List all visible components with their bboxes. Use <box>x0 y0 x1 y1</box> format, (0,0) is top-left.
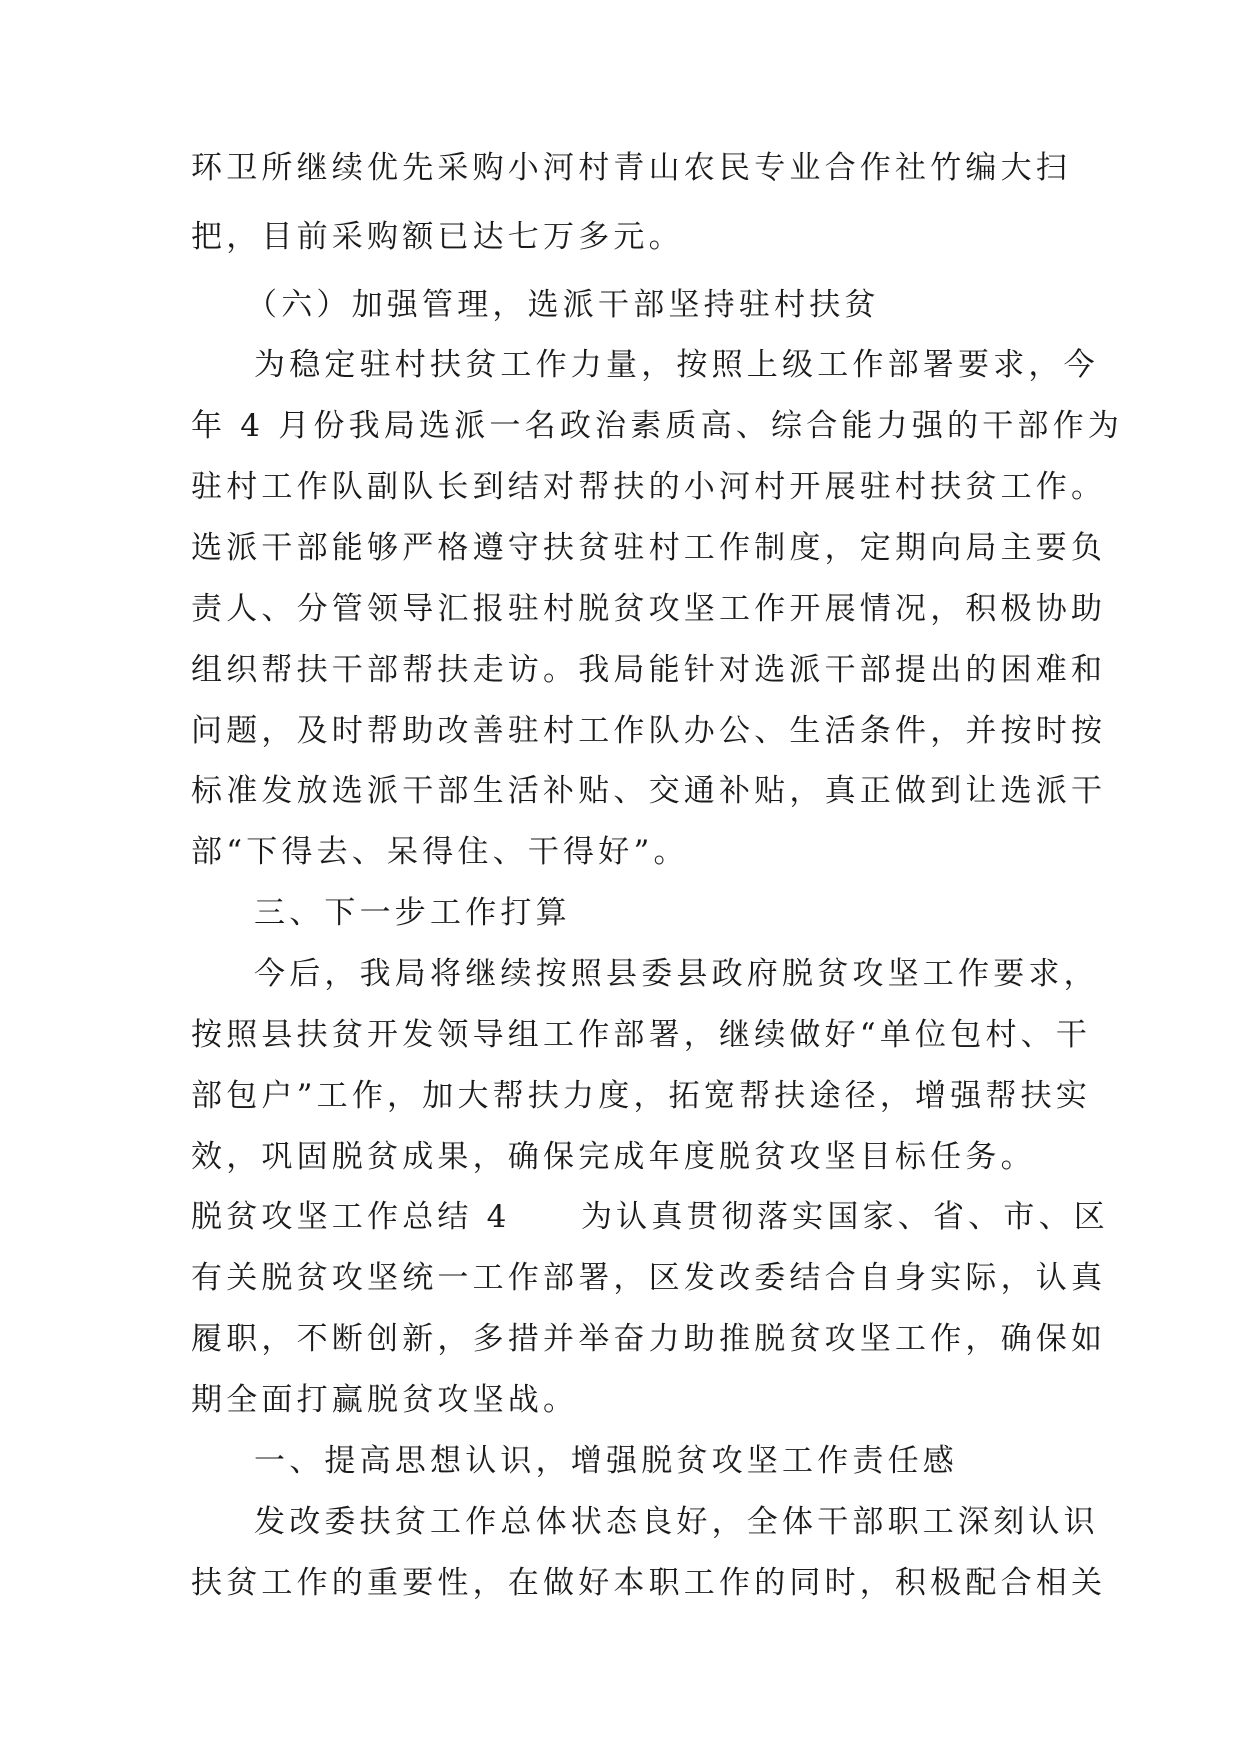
text-line: 发改委扶贫工作总体状态良好，全体干部职工深刻认识 <box>254 1504 1099 1540</box>
text-line: 把，目前采购额已达七万多元。 <box>191 219 684 255</box>
text-line: 按照县扶贫开发领导组工作部署，继续做好“单位包村、干 <box>191 1017 1092 1053</box>
text-line: 标准发放选派干部生活补贴、交通补贴，真正做到让选派干 <box>191 773 1107 809</box>
text-line: 部“下得去、呆得住、干得好”。 <box>191 834 689 870</box>
text-line: 年 4 月份我局选派一名政治素质高、综合能力强的干部作为 <box>191 408 1124 444</box>
text-line: 环卫所继续优先采购小河村青山农民专业合作社竹编大扫 <box>191 150 1071 186</box>
text-line: 组织帮扶干部帮扶走访。我局能针对选派干部提出的困难和 <box>191 652 1107 688</box>
text-line: 脱贫攻坚工作总结 4 为认真贯彻落实国家、省、市、区 <box>191 1199 1109 1235</box>
text-line: 驻村工作队副队长到结对帮扶的小河村开展驻村扶贫工作。 <box>191 469 1107 505</box>
section-heading: 三、下一步工作打算 <box>254 895 571 931</box>
section-heading: 一、提高思想认识，增强脱贫攻坚工作责任感 <box>254 1443 958 1479</box>
text-line: 效，巩固脱贫成果，确保完成年度脱贫攻坚目标任务。 <box>191 1139 1036 1175</box>
text-line: 期全面打赢脱贫攻坚战。 <box>191 1382 579 1418</box>
text-line: 部包户”工作，加大帮扶力度，拓宽帮扶途径，增强帮扶实 <box>191 1078 1092 1114</box>
text-line: 今后，我局将继续按照县委县政府脱贫攻坚工作要求， <box>254 956 1099 992</box>
text-line: 问题，及时帮助改善驻村工作队办公、生活条件，并按时按 <box>191 713 1107 749</box>
text-line: 选派干部能够严格遵守扶贫驻村工作制度，定期向局主要负 <box>191 530 1107 566</box>
text-line: 有关脱贫攻坚统一工作部署，区发改委结合自身实际，认真 <box>191 1260 1107 1296</box>
text-line: 为稳定驻村扶贫工作力量，按照上级工作部署要求，今 <box>254 347 1099 383</box>
section-heading: （六）加强管理，选派干部坚持驻村扶贫 <box>246 287 880 323</box>
text-line: 履职，不断创新，多措并举奋力助推脱贫攻坚工作，确保如 <box>191 1321 1107 1357</box>
text-line: 责人、分管领导汇报驻村脱贫攻坚工作开展情况，积极协助 <box>191 591 1107 627</box>
text-line: 扶贫工作的重要性，在做好本职工作的同时，积极配合相关 <box>191 1565 1107 1601</box>
